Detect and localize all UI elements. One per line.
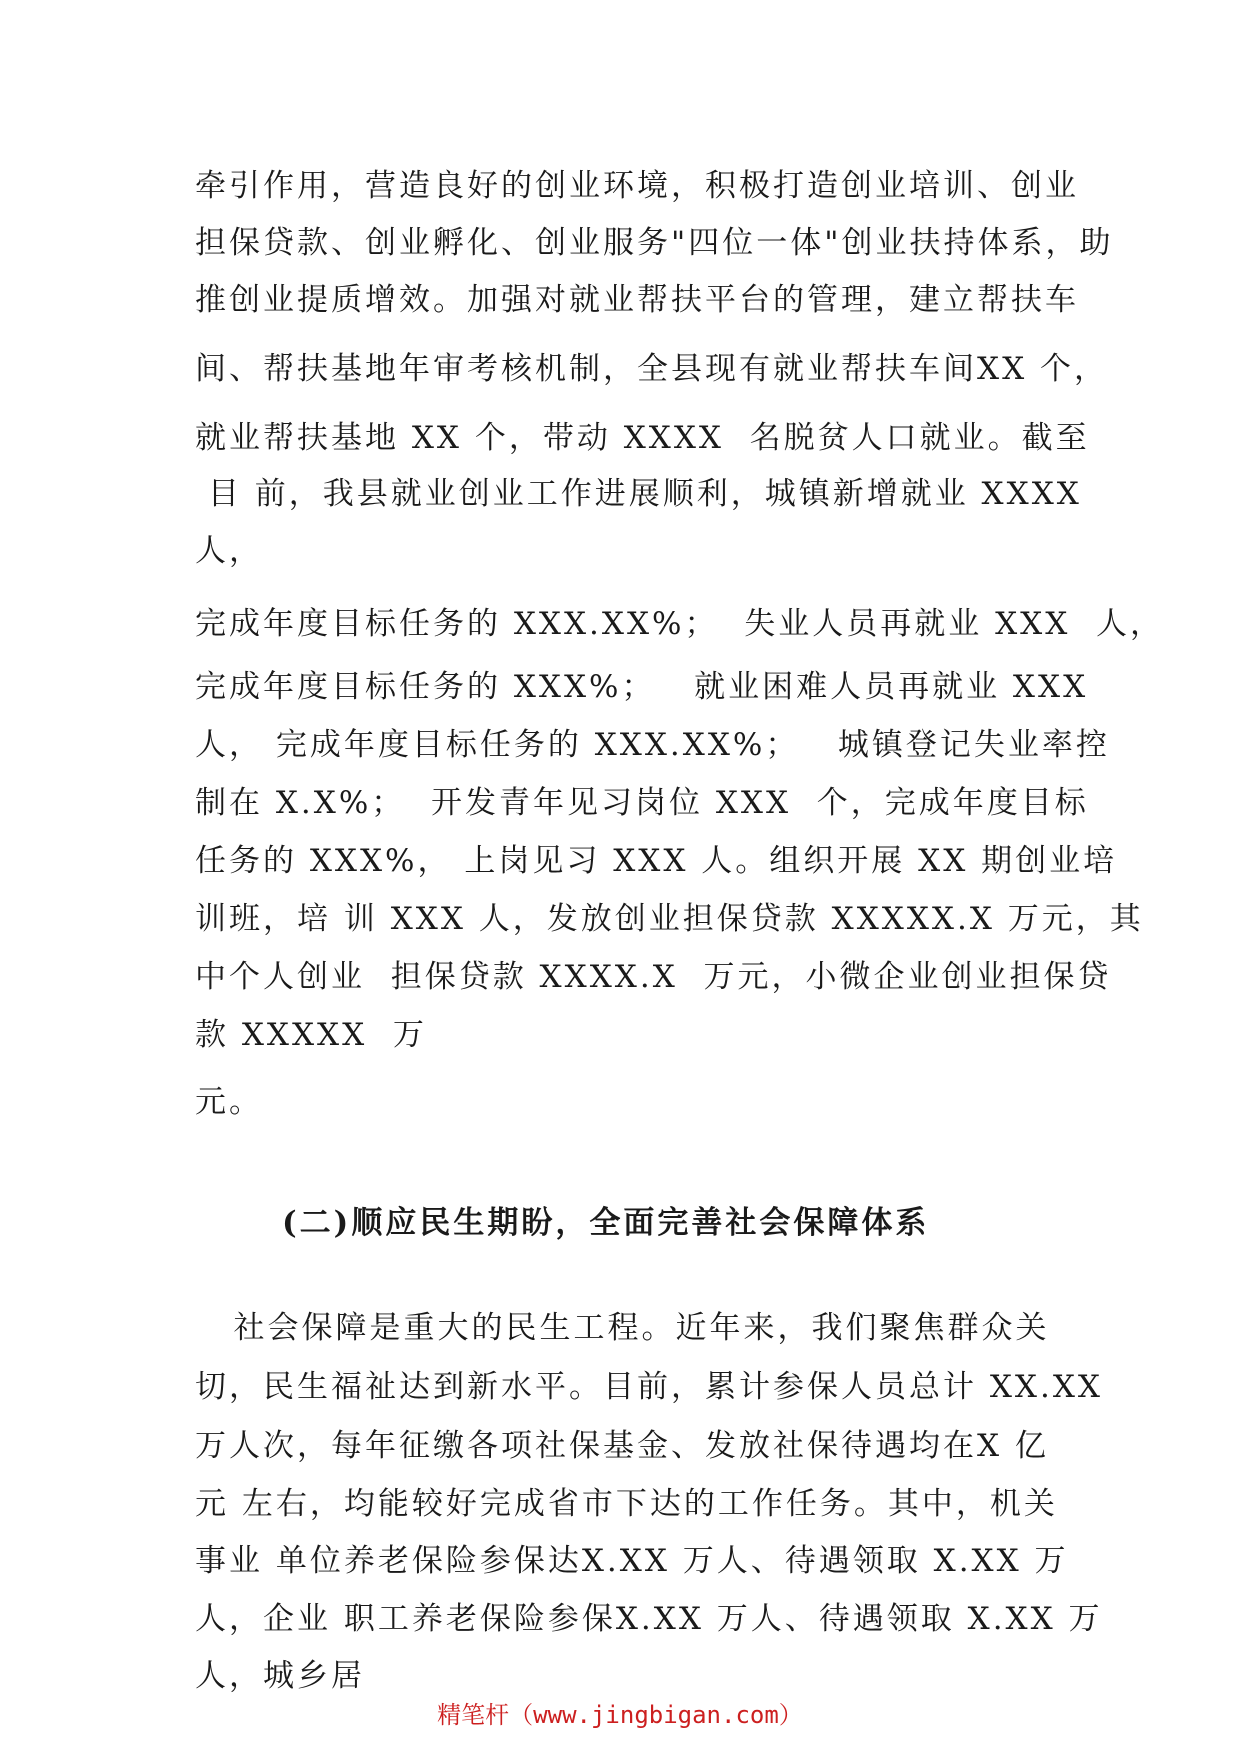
text-line: 完成年度目标任务的 XXX%； 就业困难人员再就业 XXX (195, 669, 1089, 705)
text-line: 万人次，每年征缴各项社保基金、发放社保待遇均在X 亿 (195, 1428, 1049, 1464)
text-line: 担保贷款、创业孵化、创业服务"四位一体"创业扶持体系，助 (195, 225, 1114, 261)
text-line: 推创业提质增效。加强对就业帮扶平台的管理，建立帮扶车 (195, 282, 1079, 318)
footer-website-link[interactable]: 精笔杆（www.jingbigan.com） (437, 1701, 803, 1729)
text-line: 人，城乡居 (195, 1658, 365, 1694)
text-line: 间、帮扶基地年审考核机制，全县现有就业帮扶车间XX 个， (195, 351, 1108, 387)
text-line: 元。 (195, 1084, 263, 1120)
text-line: 完成年度目标任务的 XXX.XX%； 失业人员再就业 XXX 人， (195, 606, 1164, 642)
text-line: 元 左右，均能较好完成省市下达的工作任务。其中，机关 (195, 1486, 1058, 1522)
section-heading: (二)顺应民生期盼，全面完善社会保障体系 (282, 1205, 930, 1241)
text-line: 任务的 XXX%， 上岗见习 XXX 人。组织开展 XX 期创业培 (195, 843, 1118, 879)
text-line: 人，企业 职工养老保险参保X.XX 万人、待遇领取 X.XX 万 (195, 1601, 1103, 1637)
text-line: 人， (195, 533, 263, 569)
text-line: 人， 完成年度目标任务的 XXX.XX%； 城镇登记失业率控 (195, 727, 1110, 763)
text-line: 事业 单位养老保险参保达X.XX 万人、待遇领取 X.XX 万 (195, 1543, 1069, 1579)
text-line: 目 前，我县就业创业工作进展顺利，城镇新增就业 XXXX (195, 476, 1082, 512)
text-line: 制在 X.X%； 开发青年见习岗位 XXX 个，完成年度目标 (195, 785, 1089, 821)
text-line: 社会保障是重大的民生工程。近年来，我们聚焦群众关 (195, 1310, 1050, 1346)
text-line: 牵引作用，营造良好的创业环境，积极打造创业培训、创业 (195, 168, 1079, 204)
text-line: 款 XXXXX 万 (195, 1017, 427, 1053)
text-line: 中个人创业 担保贷款 XXXX.X 万元，小微企业创业担保贷 (195, 959, 1112, 995)
text-line: 切，民生福祉达到新水平。目前，累计参保人员总计 XX.XX (195, 1369, 1103, 1405)
text-line: 就业帮扶基地 XX 个，带动 XXXX 名脱贫人口就业。截至 (195, 420, 1090, 456)
text-line: 训班，培 训 XXX 人，发放创业担保贷款 XXXXX.X 万元，其 (195, 901, 1144, 937)
